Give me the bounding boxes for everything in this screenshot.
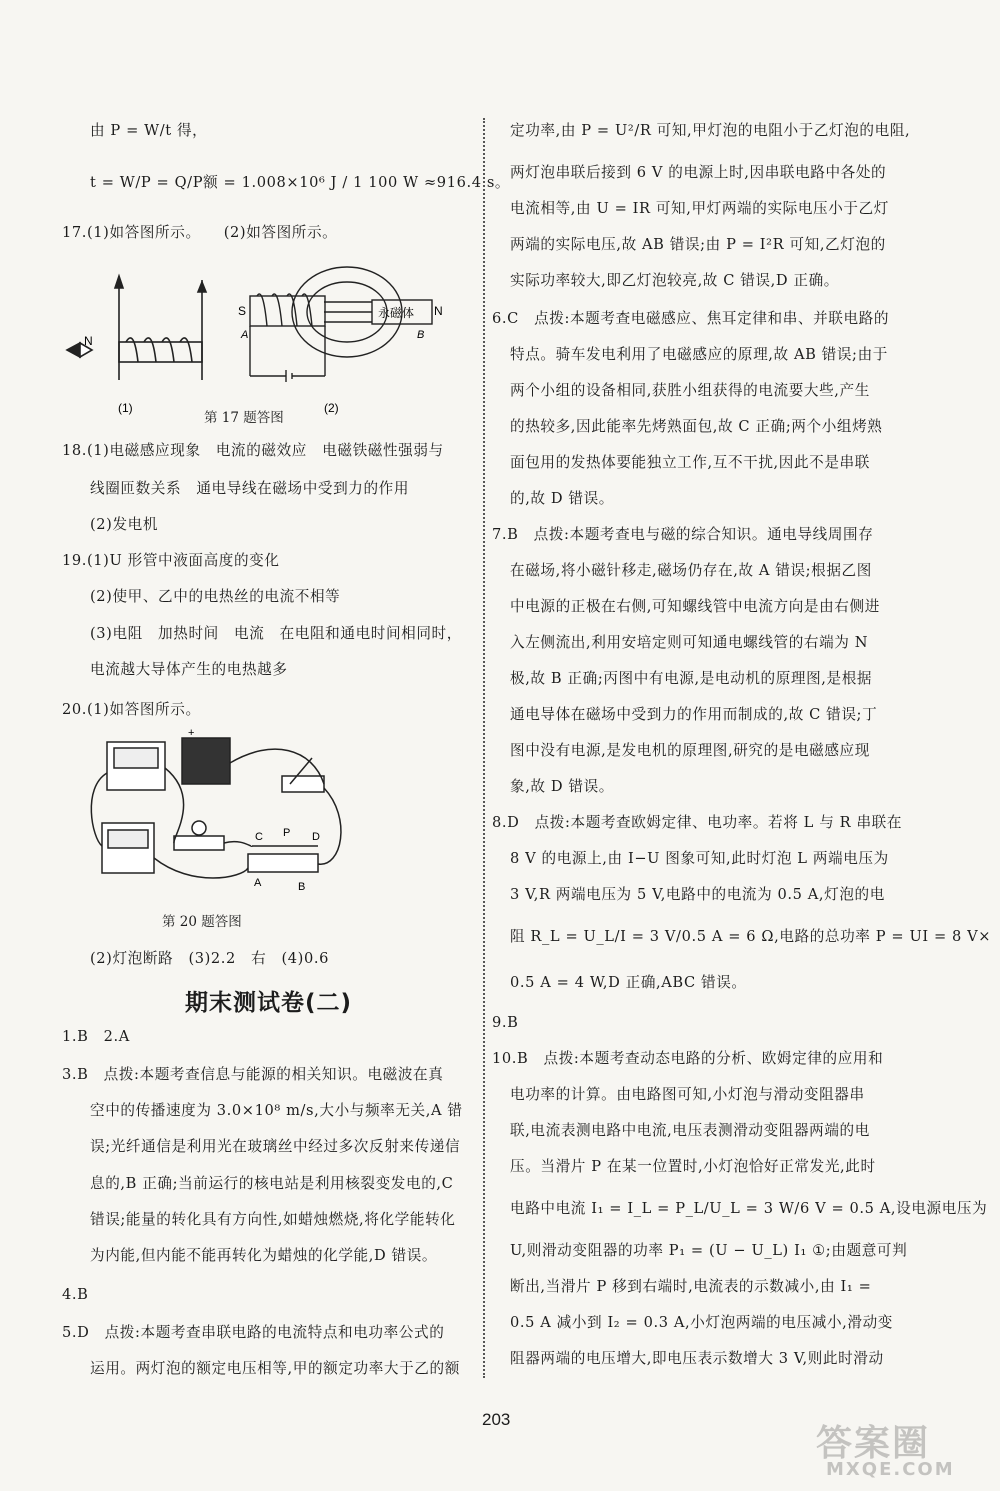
text-line: 面包用的发热体要能独立工作,互不干扰,因此不是串联 xyxy=(510,454,870,471)
text-line: 定功率,由 P = U²/R 可知,甲灯泡的电阻小于乙灯泡的电阻, xyxy=(510,122,911,139)
figure-20-p: P xyxy=(283,827,291,839)
answer-9: 9.B xyxy=(492,1014,519,1031)
question-18: 18.(1)电磁感应现象 电流的磁效应 电磁铁磁性强弱与 xyxy=(62,442,444,459)
text-line: 0.5 A = 4 W,D 正确,ABC 错误。 xyxy=(510,974,747,991)
figure-17-caption-2: (2) xyxy=(324,401,339,415)
figure-20-plus: + xyxy=(188,728,195,739)
text-line: 实际功率较大,即乙灯泡较亮,故 C 错误,D 正确。 xyxy=(510,272,839,289)
switch xyxy=(282,776,324,792)
text-line: 压。当滑片 P 在某一位置时,小灯泡恰好正常发光,此时 xyxy=(510,1158,876,1175)
figure-20-c: C xyxy=(255,831,263,843)
text-line: 息的,B 正确;当前运行的核电站是利用核裂变发电的,C xyxy=(90,1175,454,1192)
text-line: 误;光纤通信是利用光在玻璃丝中经过多次反射来传递信 xyxy=(90,1138,461,1155)
text-line: 在磁场,将小磁针移走,磁场仍存在,故 A 错误;根据乙图 xyxy=(510,562,872,579)
text-line: (2)发电机 xyxy=(90,516,159,533)
text-line: 特点。骑车发电利用了电磁感应的原理,故 AB 错误;由于 xyxy=(510,346,888,363)
answer-3: 3.B 点拨:本题考查信息与能源的相关知识。电磁波在真 xyxy=(62,1066,444,1083)
watermark-url: MXQE.COM xyxy=(826,1459,955,1480)
answer-8: 8.D 点拨:本题考查欧姆定律、电功率。若将 L 与 R 串联在 xyxy=(492,814,903,831)
text-line: 图中没有电源,是发电机的原理图,研究的是电磁感应现 xyxy=(510,742,870,759)
question-17: 17.(1)如答图所示。 (2)如答图所示。 xyxy=(62,224,338,241)
figure-17-s-label: S xyxy=(238,304,247,318)
answer-7: 7.B 点拨:本题考查电与磁的综合知识。通电导线周围存 xyxy=(492,526,874,543)
text-line: 为内能,但内能不能再转化为蜡烛的化学能,D 错误。 xyxy=(90,1247,438,1264)
question-20: 20.(1)如答图所示。 xyxy=(62,701,201,718)
answer-10: 10.B 点拨:本题考查动态电路的分析、欧姆定律的应用和 xyxy=(492,1050,884,1067)
column-divider xyxy=(483,118,485,1378)
text-line: 极,故 B 正确;丙图中有电源,是电动机的原理图,是根据 xyxy=(510,670,873,687)
text-line: 断出,当滑片 P 移到右端时,电流表的示数减小,由 I₁ = xyxy=(510,1278,872,1295)
figure-20-caption: 第 20 题答图 xyxy=(162,914,242,930)
text-line: 阻 R_L = U_L/I = 3 V/0.5 A = 6 Ω,电路的总功率 P = UI = 8 V× xyxy=(510,928,992,945)
figure-20-d: D xyxy=(312,831,320,843)
text-line: 0.5 A 减小到 I₂ = 0.3 A,小灯泡两端的电压减小,滑动变 xyxy=(510,1314,893,1331)
figure-20-a: A xyxy=(254,877,262,889)
text-line: 8 V 的电源上,由 I−U 图象可知,此时灯泡 L 两端电压为 xyxy=(510,850,889,867)
figure-17-n2-label: N xyxy=(434,304,443,318)
figure-20-b: B xyxy=(298,881,306,893)
text-line: (2)使甲、乙中的电热丝的电流不相等 xyxy=(90,588,341,605)
text-line: 两端的实际电压,故 AB 错误;由 P = I²R 可知,乙灯泡的 xyxy=(510,236,886,253)
figure-17-a-label: A xyxy=(241,329,249,341)
text-line: 电流越大导体产生的电热越多 xyxy=(90,661,288,678)
text-line: 两个小组的设备相同,获胜小组获得的电流要大些,产生 xyxy=(510,382,870,399)
text-line: 运用。两灯泡的额定电压相等,甲的额定功率大于乙的额 xyxy=(90,1360,460,1377)
text-line: 的热较多,因此能率先烤熟面包,故 C 正确;两个小组烤熟 xyxy=(510,418,883,435)
text-line: 错误;能量的转化具有方向性,如蜡烛燃烧,将化学能转化 xyxy=(90,1211,456,1228)
question-19: 19.(1)U 形管中液面高度的变化 xyxy=(62,552,280,569)
figure-17 xyxy=(62,250,480,420)
text-line: 线圈匝数关系 通电导线在磁场中受到力的作用 xyxy=(90,480,410,497)
text-line: 电流相等,由 U = IR 可知,甲灯两端的实际电压小于乙灯 xyxy=(510,200,889,217)
figure-17-caption-1: (1) xyxy=(118,401,133,415)
answer-4: 4.B xyxy=(62,1286,89,1303)
figure-17-magnet-label: 永磁体 xyxy=(378,306,415,320)
answer-5: 5.D 点拨:本题考查串联电路的电流特点和电功率公式的 xyxy=(62,1324,445,1341)
text-line: t = W/P = Q/P额 = 1.008×10⁶ J / 1 100 W ≈916.4 s。 xyxy=(90,174,511,191)
text-line: 中电源的正极在右侧,可知螺线管中电流方向是由右侧进 xyxy=(510,598,880,615)
figure-20 xyxy=(62,728,480,908)
text-line: 电路中电流 I₁ = I_L = P_L/U_L = 3 W/6 V = 0.5 A,设电源电压为 xyxy=(510,1200,988,1217)
text-line: 象,故 D 错误。 xyxy=(510,778,614,795)
battery xyxy=(182,738,230,784)
text-line: (2)灯泡断路 (3)2.2 右 (4)0.6 xyxy=(90,950,329,967)
figure-17-n-label: N xyxy=(84,334,93,348)
page-number: 203 xyxy=(482,1410,511,1429)
figure-17-caption: 第 17 题答图 xyxy=(204,410,284,426)
figure-17-part-2 xyxy=(250,267,432,382)
rheostat xyxy=(248,854,318,872)
text-line: 两灯泡串联后接到 6 V 的电源上时,因串联电路中各处的 xyxy=(510,164,887,181)
figure-17-part-1 xyxy=(67,276,206,380)
text-line: 电功率的计算。由电路图可知,小灯泡与滑动变阻器串 xyxy=(510,1086,865,1103)
text-line: 由 P = W/t 得， xyxy=(90,122,208,139)
answers-1-2: 1.B 2.A xyxy=(62,1028,130,1045)
text-line: 联,电流表测电路中电流,电压表测滑动变阻器两端的电 xyxy=(510,1122,870,1139)
text-line: 入左侧流出,利用安培定则可知通电螺线管的右端为 N xyxy=(510,634,869,651)
watermark-logo xyxy=(800,1415,985,1485)
text-line: U,则滑动变阻器的功率 P₁ = (U − U_L) I₁ ①;由题意可判 xyxy=(510,1242,908,1259)
text-line: 空中的传播速度为 3.0×10⁸ m/s,大小与频率无关,A 错 xyxy=(90,1102,463,1119)
watermark-text: 答案圈 xyxy=(816,1423,931,1464)
section-title: 期末测试卷(二) xyxy=(185,990,353,1016)
text-line: 阻器两端的电压增大,即电压表示数增大 3 V,则此时滑动 xyxy=(510,1350,884,1367)
text-line: 通电导体在磁场中受到力的作用而制成的,故 C 错误;丁 xyxy=(510,706,878,723)
figure-17-b-label: B xyxy=(417,329,425,341)
text-line: (3)电阻 加热时间 电流 在电阻和通电时间相同时， xyxy=(90,625,462,642)
bulb-holder xyxy=(174,836,224,850)
text-line: 的,故 D 错误。 xyxy=(510,490,614,507)
answer-6: 6.C 点拨:本题考查电磁感应、焦耳定律和串、并联电路的 xyxy=(492,310,890,327)
text-line: 3 V,R 两端电压为 5 V,电路中的电流为 0.5 A,灯泡的电 xyxy=(510,886,885,903)
